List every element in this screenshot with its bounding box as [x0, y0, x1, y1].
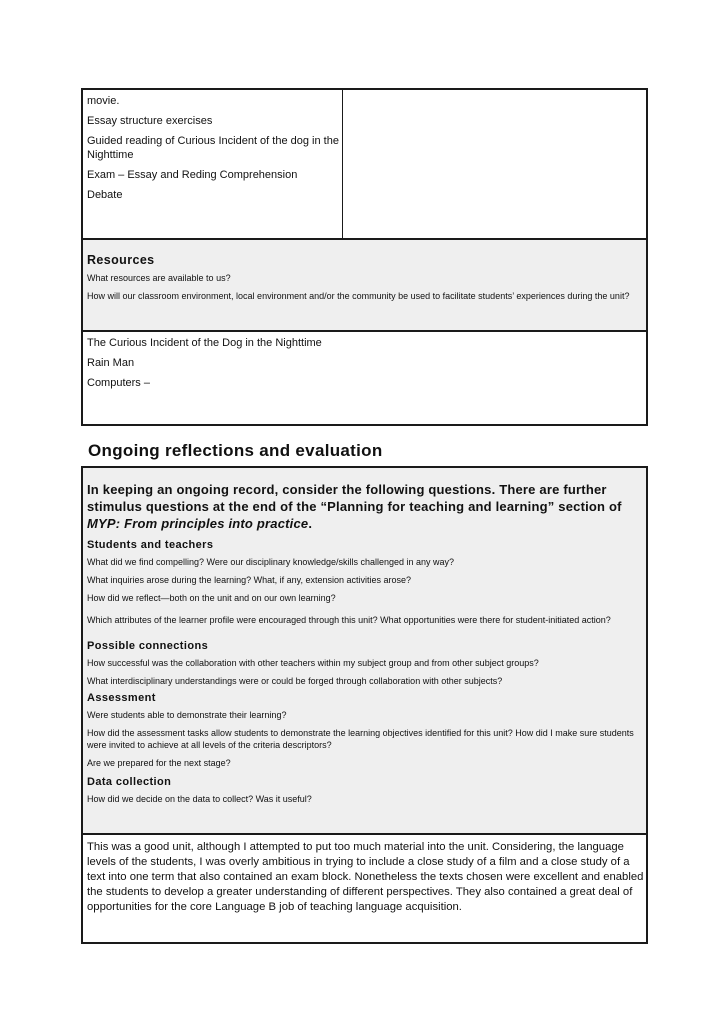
intro-post: . [308, 516, 313, 531]
activity-line: Exam – Essay and Reding Comprehension [87, 169, 298, 181]
resources-heading: Resources [87, 253, 155, 267]
question: Were students able to demonstrate their learning? [87, 710, 287, 720]
reflection-answer-cell [87, 840, 644, 915]
question: How did we decide on the data to collect? Was it useful? [87, 794, 312, 804]
question: How did the assessment tasks allow students to demonstrate the learning objectives identified for this unit? How did I make sure students were invited to achieve at all levels of the criteria descriptors? [87, 728, 634, 750]
question: What interdisciplinary understandings were or could be forged through collaboration with other subjects? [87, 676, 503, 686]
top-table [81, 88, 648, 426]
students-heading: Students and teachers [87, 539, 214, 551]
row-divider [83, 833, 646, 835]
resources-list-cell [87, 336, 642, 390]
data-collection-heading: Data collection [87, 776, 172, 788]
column-divider [342, 90, 343, 240]
learning-activities-cell [87, 94, 340, 202]
intro-italic: MYP: From principles into practice [87, 516, 309, 531]
connections-heading: Possible connections [87, 640, 209, 652]
question: Are we prepared for the next stage? [87, 758, 231, 768]
activity-line: Debate [87, 189, 123, 201]
activity-line: Guided reading of Curious Incident of the dog in the Nighttime [87, 135, 339, 161]
question: How did we reflect—both on the unit and on our own learning? [87, 593, 336, 603]
resources-question: How will our classroom environment, local environment and/or the community be used to facilitate students’ experiences during the unit? [87, 291, 630, 301]
question: How successful was the collaboration with other teachers within my subject group and from other subject groups? [87, 658, 539, 668]
activity-line: Essay structure exercises [87, 115, 213, 127]
intro-text [87, 481, 642, 532]
resources-question: What resources are available to us? [87, 273, 231, 283]
resource-item: Computers – [87, 377, 150, 389]
question: What inquiries arose during the learning? What, if any, extension activities arose? [87, 575, 412, 585]
reflection-prompts-cell [83, 468, 646, 833]
intro-pre: In keeping an ongoing record, consider the following questions. There are further stimulus questions at the end of the “Planning for teaching and learning” section of [87, 482, 622, 514]
section-heading: Ongoing reflections and evaluation [88, 441, 383, 460]
resource-item: Rain Man [87, 357, 135, 369]
question: Which attributes of the learner profile were encouraged through this unit? What opportunities were there for student-initiated action? [87, 615, 611, 625]
reflection-answer: This was a good unit, although I attempted to put too much material into the unit. Considering, the language levels of the students, I was overly ambitious in trying to include a close study of a film and a close study of a text into one term that also contained an exam block. Nonetheless the texts chosen were excellent and enabled the students to develop a greater understanding of different perspectives. They also contained a great deal of opportunities for the core Language B job of teaching language acquisition. [87, 841, 644, 913]
reflection-table [81, 466, 648, 944]
resources-cell [83, 240, 646, 330]
resource-item: The Curious Incident of the Dog in the Nighttime [87, 337, 322, 349]
empty-cell [344, 90, 646, 240]
assessment-heading: Assessment [87, 692, 156, 704]
activity-line: movie. [87, 95, 120, 107]
question: What did we find compelling? Were our disciplinary knowledge/skills challenged in any way? [87, 557, 455, 567]
row-divider [83, 330, 646, 332]
